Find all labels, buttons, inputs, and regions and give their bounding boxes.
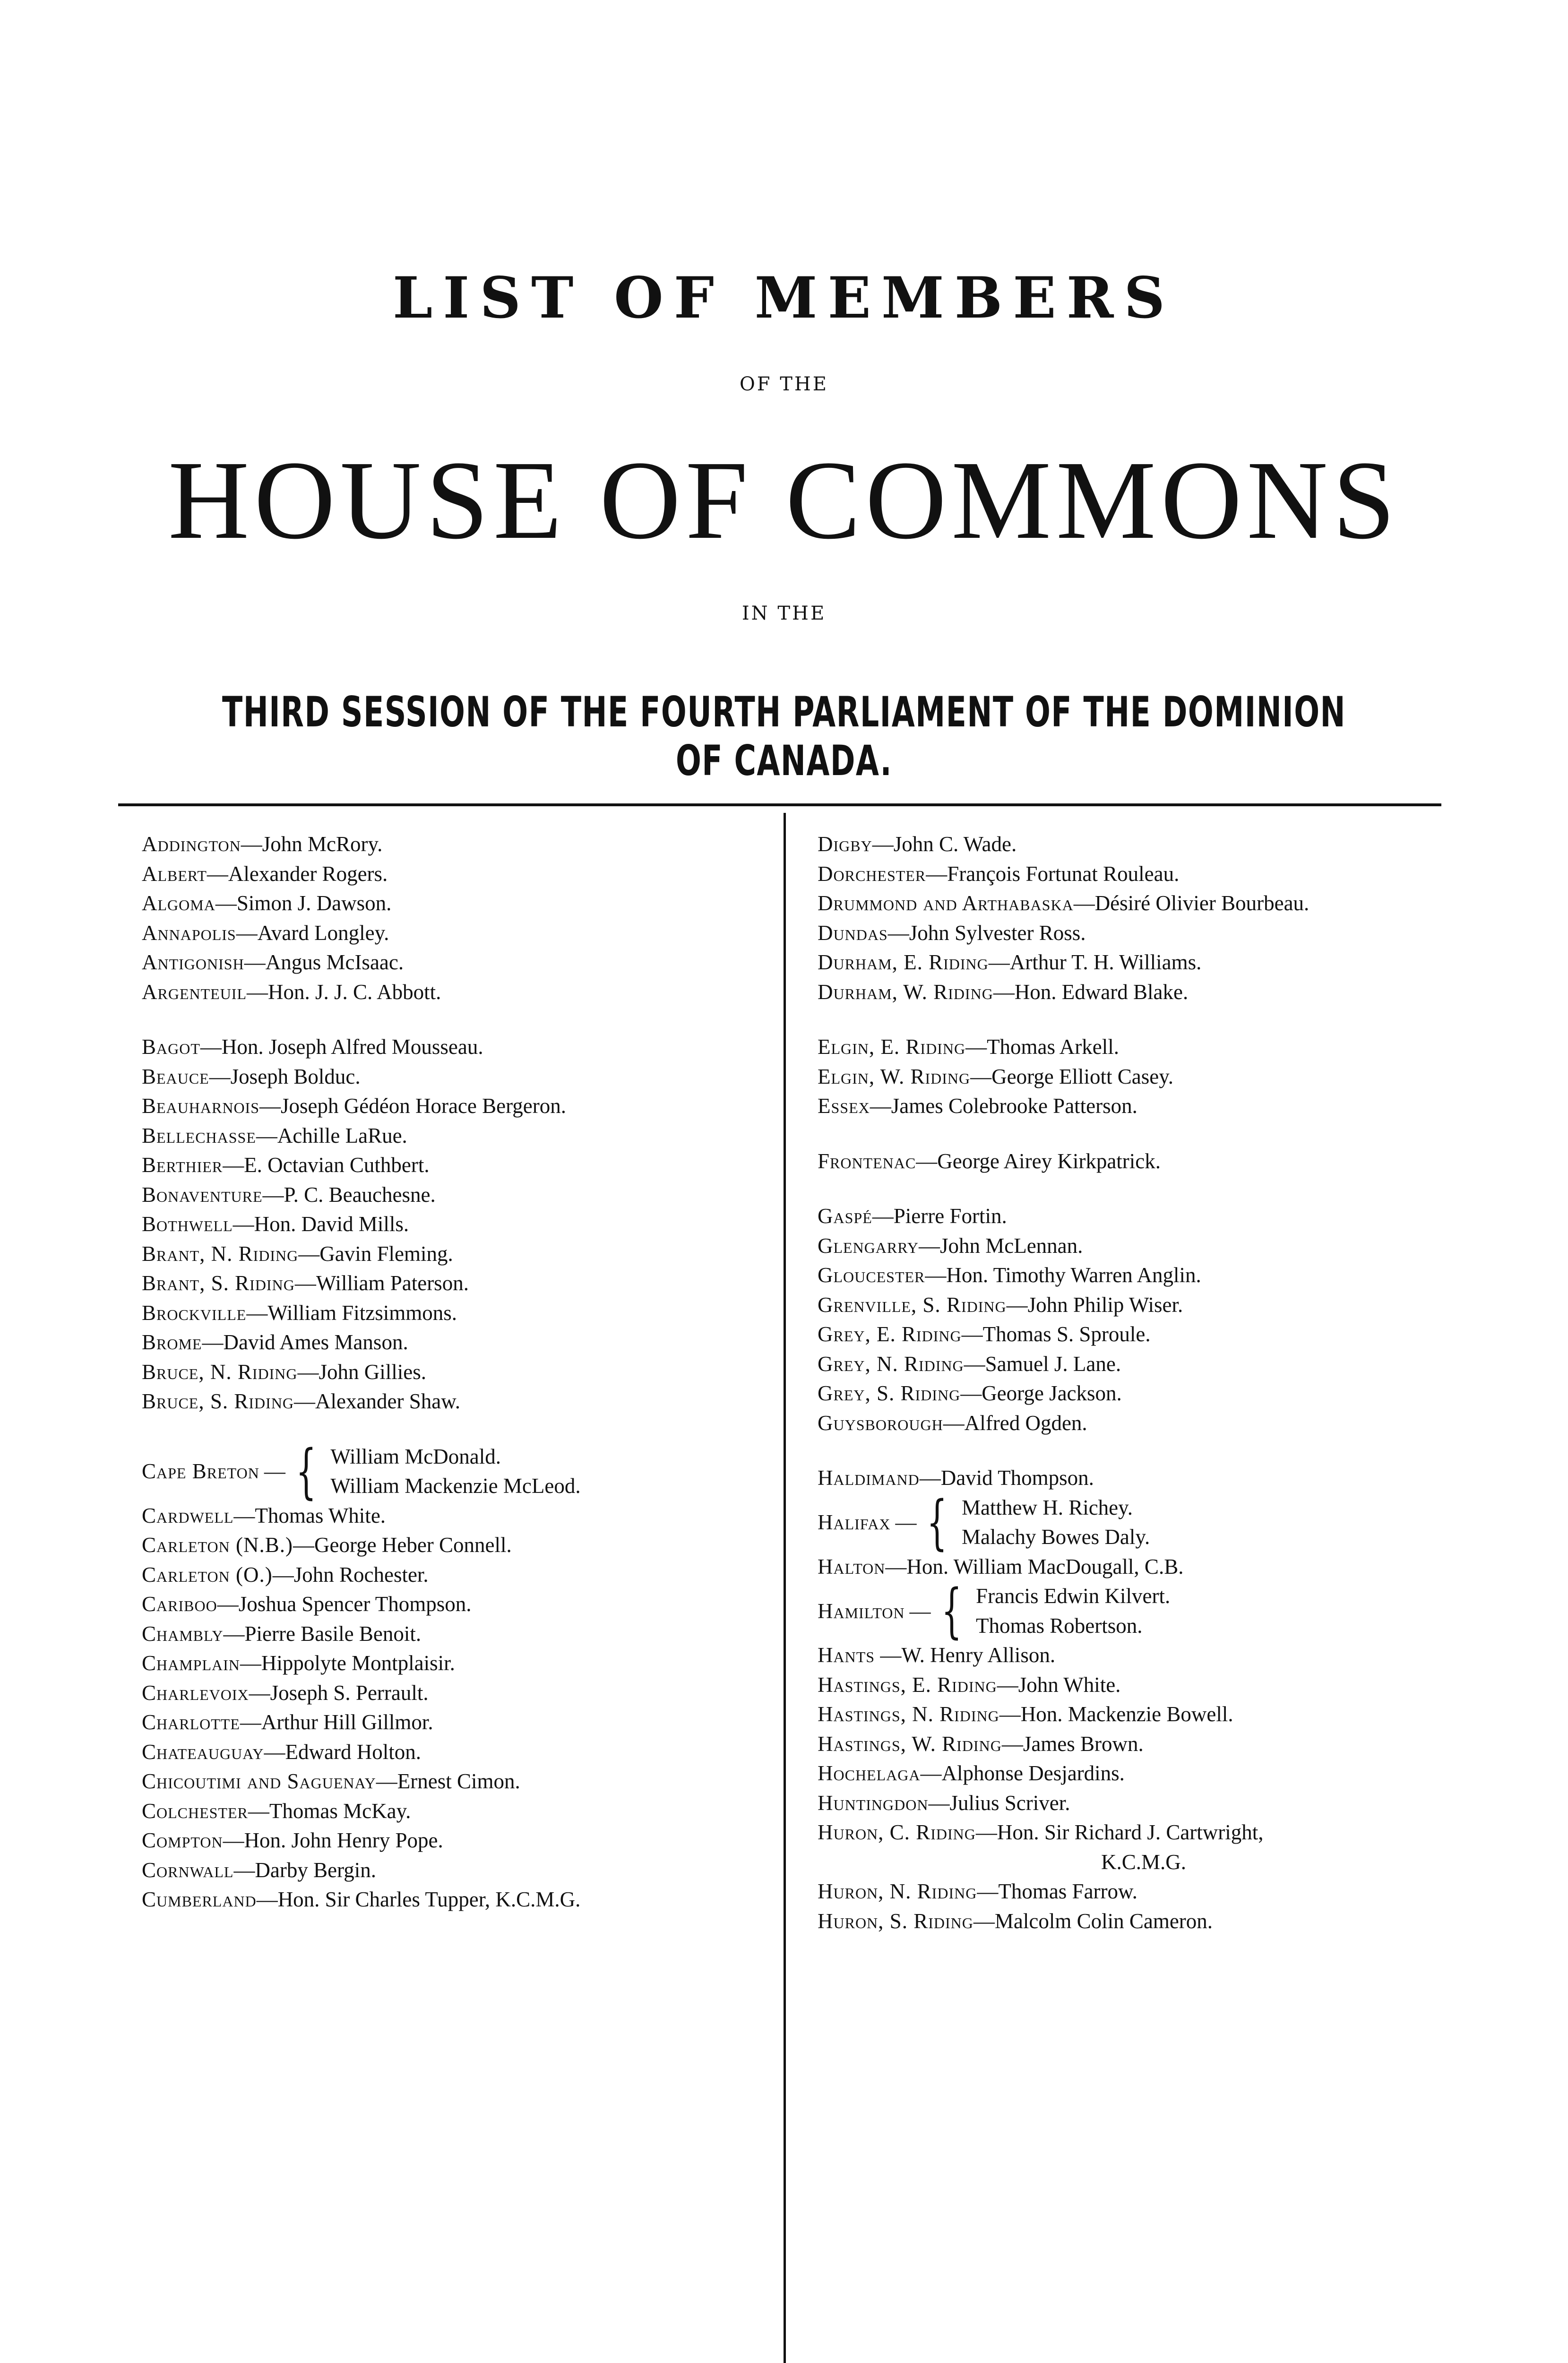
member-list (962, 1493, 1150, 1552)
constituency: Durham, E. Riding (818, 950, 989, 974)
member-name: Malcolm Colin Cameron. (994, 1909, 1213, 1933)
constituency: Bruce, S. Riding (142, 1389, 294, 1413)
member-name: Thomas Robertson. (976, 1613, 1143, 1638)
member-name: James Colebrooke Patterson. (891, 1094, 1137, 1118)
member-name: Thomas White. (255, 1503, 386, 1527)
constituency: Algoma (142, 891, 215, 915)
constituency: Argenteuil (142, 980, 247, 1004)
member-entry: Elgin, W. Riding—George Elliott Casey. (818, 1064, 1174, 1088)
member-name: Alphonse Desjardins. (941, 1761, 1125, 1785)
multi-member-entry: Cape Breton — { William McDonald. William Mackenzie McLeod. (142, 1437, 581, 1506)
member-entry: Glengarry—John McLennan. (818, 1233, 1083, 1258)
member-entry: Essex—James Colebrooke Patterson. (818, 1094, 1137, 1118)
constituency: Cariboo (142, 1592, 217, 1616)
brace-symbol: { (941, 1577, 962, 1645)
constituency: Hastings, N. Riding (818, 1702, 999, 1726)
member-entry: Huron, N. Riding—Thomas Farrow. (818, 1880, 1137, 1903)
constituency: Champlain (142, 1651, 240, 1675)
constituency: Hants (818, 1643, 875, 1667)
constituency: Hochelaga (818, 1761, 921, 1785)
member-entry: Grey, N. Riding—Samuel J. Lane. (818, 1352, 1121, 1376)
member-entry: Brant, N. Riding—Gavin Fleming. (142, 1242, 453, 1266)
member-name: Alexander Rogers. (228, 862, 388, 886)
constituency: Beauharnois (142, 1094, 260, 1118)
member-entry: Dundas—John Sylvester Ross. (818, 921, 1086, 945)
member-entry: Addington—John McRory. (142, 832, 383, 856)
member-entry: Durham, W. Riding—Hon. Edward Blake. (818, 980, 1189, 1004)
member-entry: Champlain—Hippolyte Montplaisir. (142, 1651, 455, 1675)
house-title: HOUSE OF COMMONS (168, 438, 1400, 562)
member-entry: Halton—Hon. William MacDougall, C.B. (818, 1554, 1184, 1578)
member-name: George Airey Kirkpatrick. (937, 1149, 1161, 1173)
member-entry: Elgin, E. Riding—Thomas Arkell. (818, 1035, 1120, 1059)
constituency: Addington (142, 832, 241, 856)
constituency: Hastings, W. Riding (818, 1732, 1002, 1756)
constituency: Huron, N. Riding (818, 1880, 977, 1903)
constituency: Chicoutimi and Saguenay (142, 1769, 376, 1793)
title-of-the: OF THE (739, 373, 829, 395)
member-entry: Haldimand—David Thompson. (818, 1466, 1094, 1490)
constituency: Brant, N. Riding (142, 1242, 299, 1266)
member-name: William Paterson. (316, 1271, 469, 1295)
member-entry: Huntingdon—Julius Scriver. (818, 1791, 1070, 1815)
constituency: Digby (818, 832, 872, 856)
constituency: Cardwell (142, 1503, 234, 1527)
member-name: Hon. Mackenzie Bowell. (1020, 1702, 1233, 1726)
constituency: Colchester (142, 1799, 248, 1823)
constituency: Durham, W. Riding (818, 980, 993, 1004)
member-entry: Berthier—E. Octavian Cuthbert. (142, 1153, 430, 1177)
member-name: Joseph S. Perrault. (270, 1681, 429, 1705)
member-name: Thomas S. Sproule. (982, 1322, 1151, 1346)
constituency: Bagot (142, 1035, 200, 1059)
member-entry: Bellechasse—Achille LaRue. (142, 1123, 407, 1147)
page-title: LIST OF MEMBERS (392, 265, 1176, 331)
constituency: Halton (818, 1554, 886, 1578)
member-name-continuation: K.C.M.G. (1101, 1850, 1187, 1874)
member-entry: Algoma—Simon J. Dawson. (142, 891, 392, 915)
constituency: Huntingdon (818, 1791, 929, 1815)
member-name: George Elliott Casey. (991, 1064, 1174, 1088)
member-name: Hon. Edward Blake. (1014, 980, 1189, 1004)
group-a (142, 829, 813, 1007)
member-entry: Huron, C. Riding—Hon. Sir Richard J. Cartwright, (818, 1820, 1264, 1844)
member-name: John C. Wade. (893, 832, 1017, 856)
member-name: Darby Bergin. (255, 1858, 377, 1882)
member-name: Samuel J. Lane. (985, 1352, 1121, 1376)
constituency: Bothwell (142, 1212, 233, 1236)
member-entry: Guysborough—Alfred Ogden. (818, 1411, 1087, 1435)
member-name: Hon. Sir Charles Tupper, K.C.M.G. (277, 1888, 581, 1911)
member-entry: Cariboo—Joshua Spencer Thompson. (142, 1592, 472, 1616)
member-entry: Grey, S. Riding—George Jackson. (818, 1381, 1122, 1405)
member-name: P. C. Beauchesne. (284, 1182, 436, 1207)
member-name: Hon. Timothy Warren Anglin. (946, 1263, 1201, 1287)
member-entry: Hants —W. Henry Allison. (818, 1643, 1056, 1667)
constituency: Gloucester (818, 1263, 925, 1287)
constituency: Bonaventure (142, 1182, 263, 1207)
member-name: John Sylvester Ross. (909, 921, 1086, 945)
member-name: Achille LaRue. (277, 1123, 407, 1147)
session-title: THIRD SESSION OF THE FOURTH PARLIAMENT OF THE DOMINION OF CANADA. (222, 688, 1346, 785)
member-name: Hon. J. J. C. Abbott. (268, 980, 441, 1004)
constituency: Grey, S. Riding (818, 1381, 961, 1405)
member-entry: Brome—David Ames Manson. (142, 1330, 408, 1354)
member-name: Alfred Ogden. (964, 1411, 1087, 1435)
group-h (818, 1463, 1489, 1936)
member-name: Edward Holton. (285, 1740, 421, 1764)
member-entry: Brant, S. Riding—William Paterson. (142, 1271, 469, 1295)
member-name: Hon. William MacDougall, C.B. (906, 1554, 1184, 1578)
brace-symbol: { (295, 1437, 317, 1506)
member-name: Malachy Bowes Daly. (961, 1525, 1150, 1549)
constituency: Cumberland (142, 1888, 257, 1911)
constituency: Glengarry (818, 1233, 919, 1258)
member-entry: Grey, E. Riding—Thomas S. Sproule. (818, 1322, 1151, 1346)
constituency: Gaspé (818, 1204, 872, 1228)
constituency: Cornwall (142, 1858, 234, 1882)
constituency: Chambly (142, 1621, 224, 1646)
member-entry: Charlevoix—Joseph S. Perrault. (142, 1681, 429, 1705)
member-entry: Annapolis—Avard Longley. (142, 921, 389, 945)
constituency: Grenville, S. Riding (818, 1293, 1007, 1317)
member-entry: Drummond and Arthabaska—Désiré Olivier Bourbeau. (818, 891, 1310, 915)
constituency: Bruce, N. Riding (142, 1360, 298, 1384)
multi-member-entry: Halifax — { Matthew H. Richey. Malachy Bowes Daly. (818, 1488, 1150, 1557)
constituency: Carleton (N.B.) (142, 1533, 293, 1557)
member-name: John White. (1018, 1673, 1121, 1697)
member-entry: Chicoutimi and Saguenay—Ernest Cimon. (142, 1769, 520, 1793)
group-c (142, 1437, 813, 1915)
member-name: Joshua Spencer Thompson. (238, 1592, 472, 1616)
member-entry: Gloucester—Hon. Timothy Warren Anglin. (818, 1263, 1201, 1287)
member-entry: Frontenac—George Airey Kirkpatrick. (818, 1149, 1161, 1173)
right-column (818, 829, 1489, 1936)
member-name: John Gillies. (319, 1360, 427, 1384)
member-list (330, 1442, 580, 1501)
constituency: Chateauguay (142, 1740, 264, 1764)
member-entry: Bruce, S. Riding—Alexander Shaw. (142, 1389, 461, 1413)
constituency: Annapolis (142, 921, 236, 945)
member-entry: Beauharnois—Joseph Gédéon Horace Bergeron. (142, 1094, 566, 1118)
member-name: Arthur T. H. Williams. (1009, 950, 1202, 974)
constituency: Grey, E. Riding (818, 1322, 962, 1346)
member-name: Matthew H. Richey. (961, 1495, 1133, 1519)
member-name: David Thompson. (940, 1466, 1094, 1490)
member-entry: Bruce, N. Riding—John Gillies. (142, 1360, 427, 1384)
member-name: David Ames Manson. (223, 1330, 408, 1354)
title-in-the: IN THE (741, 603, 827, 624)
member-entry: Dorchester—François Fortunat Rouleau. (818, 862, 1180, 886)
constituency: Elgin, W. Riding (818, 1064, 971, 1088)
member-entry: Gaspé—Pierre Fortin. (818, 1204, 1007, 1228)
member-entry: Cardwell—Thomas White. (142, 1503, 386, 1527)
constituency: Brockville (142, 1301, 247, 1325)
group-d (818, 829, 1489, 1007)
member-entry: Brockville—William Fitzsimmons. (142, 1301, 457, 1325)
constituency: Carleton (O.) (142, 1562, 273, 1587)
constituency: Berthier (142, 1153, 223, 1177)
constituency: Hastings, E. Riding (818, 1673, 997, 1697)
constituency: Beauce (142, 1064, 209, 1088)
member-entry: Bonaventure—P. C. Beauchesne. (142, 1182, 436, 1207)
member-entry: Hastings, W. Riding—James Brown. (818, 1732, 1144, 1756)
member-name: Joseph Gédéon Horace Bergeron. (281, 1094, 566, 1118)
member-name: Thomas Farrow. (998, 1880, 1137, 1903)
member-entry: Chambly—Pierre Basile Benoit. (142, 1621, 422, 1646)
constituency: Haldimand (818, 1466, 920, 1490)
member-name: Joseph Bolduc. (230, 1064, 361, 1088)
member-list (976, 1581, 1170, 1640)
group-f (818, 1147, 1489, 1176)
member-name: Hippolyte Montplaisir. (261, 1651, 455, 1675)
brace-symbol: { (927, 1488, 948, 1557)
member-entry: Grenville, S. Riding—John Philip Wiser. (818, 1293, 1183, 1317)
member-name: Angus McIsaac. (265, 950, 404, 974)
constituency: Frontenac (818, 1149, 916, 1173)
constituency: Dundas (818, 921, 888, 945)
constituency: Drummond and Arthabaska (818, 891, 1074, 915)
constituency: Brome (142, 1330, 202, 1354)
member-name: William McDonald. (330, 1444, 501, 1468)
constituency: Dorchester (818, 862, 926, 886)
member-name: Hon. David Mills. (254, 1212, 409, 1236)
constituency: Hamilton (818, 1599, 905, 1623)
member-name: Francis Edwin Kilvert. (976, 1584, 1171, 1608)
member-entry: Huron, S. Riding—Malcolm Colin Cameron. (818, 1909, 1213, 1933)
member-entry: Beauce—Joseph Bolduc. (142, 1064, 361, 1088)
constituency: Albert (142, 862, 207, 886)
member-name: Hon. John Henry Pope. (244, 1828, 443, 1852)
member-entry: Chateauguay—Edward Holton. (142, 1740, 421, 1764)
member-name: William Fitzsimmons. (267, 1301, 457, 1325)
member-name: Ernest Cimon. (397, 1769, 520, 1793)
member-name: Hon. Sir Richard J. Cartwright, (997, 1820, 1264, 1844)
member-name: Gavin Fleming. (319, 1242, 453, 1266)
member-name: Avard Longley. (257, 921, 389, 945)
group-g (818, 1201, 1489, 1438)
multi-member-entry: Hamilton — { Francis Edwin Kilvert. Thomas Robertson. (818, 1577, 1171, 1645)
member-entry: Bothwell—Hon. David Mills. (142, 1212, 409, 1236)
member-entry: Cumberland—Hon. Sir Charles Tupper, K.C.M.G. (142, 1888, 581, 1911)
member-name: Thomas Arkell. (987, 1035, 1120, 1059)
member-name: Hon. Joseph Alfred Mousseau. (221, 1035, 483, 1059)
constituency: Compton (142, 1828, 223, 1852)
member-name: Simon J. Dawson. (236, 891, 392, 915)
constituency: Grey, N. Riding (818, 1352, 964, 1376)
member-entry: Hochelaga—Alphonse Desjardins. (818, 1761, 1125, 1785)
constituency: Charlevoix (142, 1681, 249, 1705)
member-name: John McRory. (262, 832, 383, 856)
member-entry: Antigonish—Angus McIsaac. (142, 950, 404, 974)
left-column (142, 829, 813, 1915)
member-name: Désiré Olivier Bourbeau. (1094, 891, 1310, 915)
group-b (142, 1032, 813, 1416)
constituency: Bellechasse (142, 1123, 256, 1147)
member-entry: Colchester—Thomas McKay. (142, 1799, 411, 1823)
constituency: Elgin, E. Riding (818, 1035, 966, 1059)
constituency: Guysborough (818, 1411, 943, 1435)
member-name: John Philip Wiser. (1027, 1293, 1183, 1317)
member-entry: Hastings, E. Riding—John White. (818, 1673, 1121, 1697)
constituency: Huron, S. Riding (818, 1909, 974, 1933)
member-name: William Mackenzie McLeod. (330, 1474, 581, 1498)
member-entry: Argenteuil—Hon. J. J. C. Abbott. (142, 980, 441, 1004)
member-name: John McLennan. (939, 1233, 1083, 1258)
member-entry: Charlotte—Arthur Hill Gillmor. (142, 1710, 433, 1734)
constituency: Cape Breton (142, 1459, 259, 1483)
member-name: Arthur Hill Gillmor. (261, 1710, 433, 1734)
constituency: Charlotte (142, 1710, 240, 1734)
constituency: Antigonish (142, 950, 244, 974)
group-e (818, 1032, 1489, 1121)
member-name: François Fortunat Rouleau. (947, 862, 1180, 886)
member-name: Pierre Basile Benoit. (244, 1621, 422, 1646)
constituency: Essex (818, 1094, 870, 1118)
constituency: Halifax (818, 1510, 891, 1534)
member-entry: Carleton (O.)—John Rochester. (142, 1562, 429, 1587)
member-name: George Jackson. (982, 1381, 1122, 1405)
member-entry: Cornwall—Darby Bergin. (142, 1858, 377, 1882)
member-name: Thomas McKay. (269, 1799, 411, 1823)
member-name: Pierre Fortin. (893, 1204, 1007, 1228)
member-entry: Bagot—Hon. Joseph Alfred Mousseau. (142, 1035, 483, 1059)
member-name: Alexander Shaw. (315, 1389, 461, 1413)
member-entry: Digby—John C. Wade. (818, 832, 1017, 856)
constituency: Brant, S. Riding (142, 1271, 295, 1295)
member-name: George Heber Connell. (314, 1533, 512, 1557)
member-name: E. Octavian Cuthbert. (244, 1153, 430, 1177)
member-name: John Rochester. (293, 1562, 429, 1587)
member-name: James Brown. (1023, 1732, 1144, 1756)
member-entry: Compton—Hon. John Henry Pope. (142, 1828, 443, 1852)
member-entry: Durham, E. Riding—Arthur T. H. Williams. (818, 950, 1202, 974)
member-entry: Hastings, N. Riding—Hon. Mackenzie Bowell. (818, 1702, 1233, 1726)
constituency: Huron, C. Riding (818, 1820, 976, 1844)
horizontal-rule (118, 803, 1441, 806)
member-entry: Carleton (N.B.)—George Heber Connell. (142, 1533, 512, 1557)
member-entry: Albert—Alexander Rogers. (142, 862, 388, 886)
member-name: Julius Scriver. (949, 1791, 1070, 1815)
member-name: W. Henry Allison. (901, 1643, 1056, 1667)
